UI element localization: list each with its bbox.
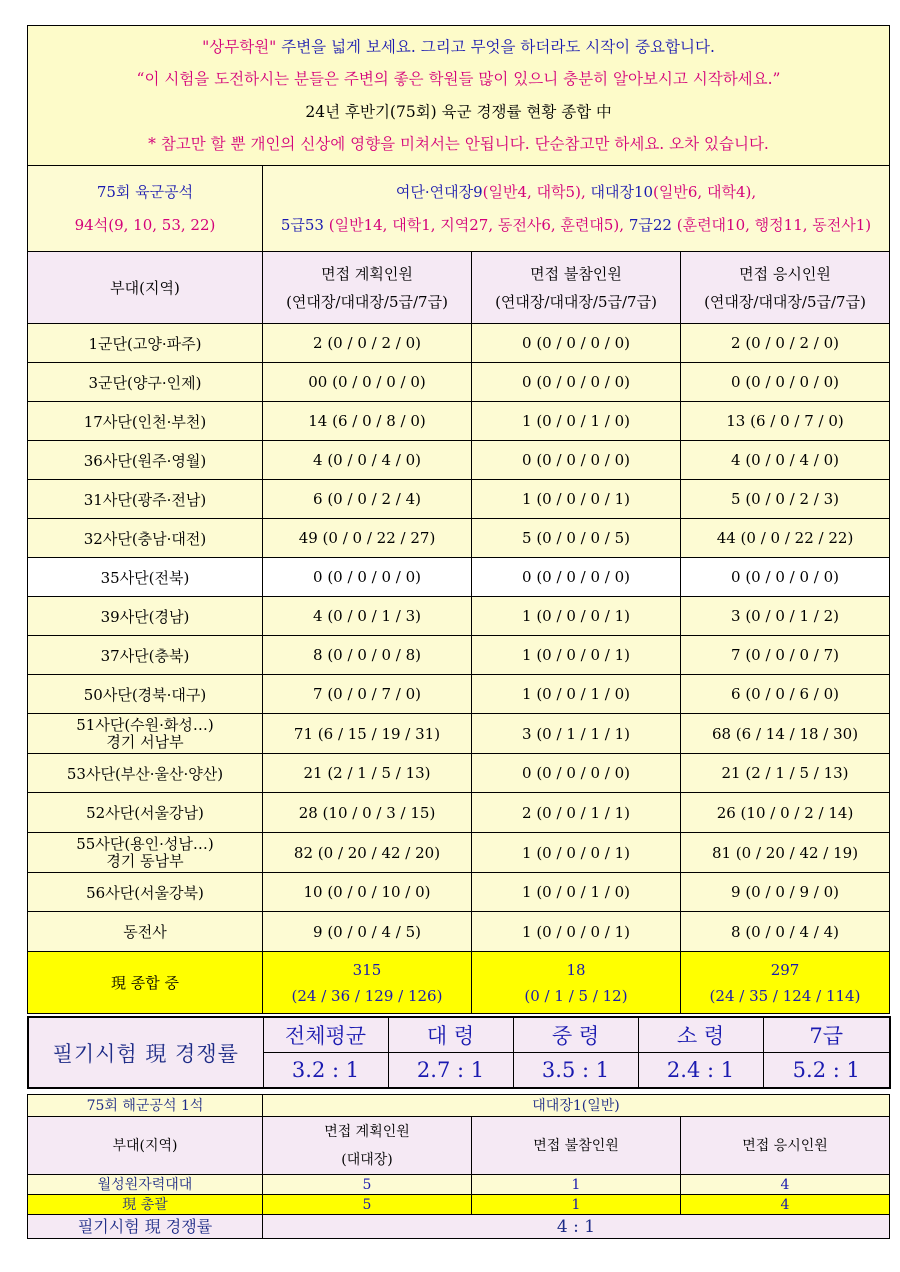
planned-cell: 49 (0 / 0 / 22 / 27) (263, 519, 472, 558)
absent-cell: 1 (0 / 0 / 1 / 0) (472, 675, 681, 714)
notice-line-2: “이 시험을 도전하시는 분들은 주변의 좋은 학원들 많이 있으니 충분히 알아보시고 시작하세요.” (136, 70, 781, 88)
attended-cell: 13 (6 / 0 / 7 / 0) (681, 402, 890, 441)
unit-cell: 55사단(용인·성남…) 경기 동남부 (28, 833, 263, 873)
header-unit: 부대(지역) (28, 252, 263, 324)
navy-seats-row (28, 1095, 890, 1117)
attended-cell: 68 (6 / 14 / 18 / 30) (681, 714, 890, 754)
unit-cell: 1군단(고양·파주) (28, 324, 263, 363)
attended-cell: 5 (0 / 0 / 2 / 3) (681, 480, 890, 519)
table-row (28, 833, 890, 873)
ratio-header-overall: 전체평균 (263, 1017, 388, 1052)
navy-ratio-label: 필기시험 現 경쟁률 (28, 1215, 263, 1239)
header-absent: 면접 불참인원 (연대장/대대장/5급/7급) (472, 252, 681, 324)
unit-cell: 53사단(부산·울산·양산) (28, 754, 263, 793)
navy-absent-cell: 1 (472, 1175, 681, 1195)
attended-cell: 81 (0 / 20 / 42 / 19) (681, 833, 890, 873)
navy-ratio-row (28, 1215, 890, 1239)
academy-name: "상무학원" (202, 37, 277, 56)
unit-cell: 동전사 (28, 912, 263, 952)
table-row (28, 873, 890, 912)
ratio-header-colonel: 대 령 (388, 1017, 513, 1052)
unit-cell: 52사단(서울강남) (28, 793, 263, 833)
ratio-label: 필기시험 現 경쟁률 (28, 1017, 263, 1088)
unit-cell: 36사단(원주·영월) (28, 441, 263, 480)
ratio-value-grade7: 5.2 : 1 (763, 1052, 890, 1088)
attended-cell: 4 (0 / 0 / 4 / 0) (681, 441, 890, 480)
absent-cell: 1 (0 / 0 / 1 / 0) (472, 873, 681, 912)
planned-cell: 8 (0 / 0 / 0 / 8) (263, 636, 472, 675)
total-absent: 18 (0 / 1 / 5 / 12) (472, 952, 681, 1014)
ratio-value-overall: 3.2 : 1 (263, 1052, 388, 1088)
table-row (28, 480, 890, 519)
planned-cell: 2 (0 / 0 / 2 / 0) (263, 324, 472, 363)
navy-total-planned: 5 (263, 1195, 472, 1215)
navy-title: 75회 해군공석 1석 (28, 1095, 263, 1117)
total-attended: 297 (24 / 35 / 124 / 114) (681, 952, 890, 1014)
unit-cell: 56사단(서울강북) (28, 873, 263, 912)
planned-cell: 82 (0 / 20 / 42 / 20) (263, 833, 472, 873)
ratio-header-lt-colonel: 중 령 (513, 1017, 638, 1052)
total-planned: 315 (24 / 36 / 129 / 126) (263, 952, 472, 1014)
ratio-value-colonel: 2.7 : 1 (388, 1052, 513, 1088)
column-header-row (28, 252, 890, 324)
army-seat-detail (263, 166, 890, 252)
planned-cell: 0 (0 / 0 / 0 / 0) (263, 558, 472, 597)
table-row (28, 519, 890, 558)
attended-cell: 21 (2 / 1 / 5 / 13) (681, 754, 890, 793)
navy-data-row (28, 1175, 890, 1195)
absent-cell: 1 (0 / 0 / 0 / 1) (472, 480, 681, 519)
navy-total-label: 現 총괄 (28, 1195, 263, 1215)
absent-cell: 1 (0 / 0 / 0 / 1) (472, 597, 681, 636)
army-title: 75회 육군공석 (96, 182, 194, 201)
attended-cell: 2 (0 / 0 / 2 / 0) (681, 324, 890, 363)
navy-total-attended: 4 (681, 1195, 890, 1215)
planned-cell: 10 (0 / 0 / 10 / 0) (263, 873, 472, 912)
ratio-header-major: 소 령 (638, 1017, 763, 1052)
header-planned: 면접 계획인원 (연대장/대대장/5급/7급) (263, 252, 472, 324)
unit-cell: 35사단(전북) (28, 558, 263, 597)
unit-cell: 31사단(광주·전남) (28, 480, 263, 519)
army-seat-count: 94석(9, 10, 53, 22) (74, 215, 216, 234)
absent-cell: 0 (0 / 0 / 0 / 0) (472, 324, 681, 363)
attended-cell: 9 (0 / 0 / 9 / 0) (681, 873, 890, 912)
unit-cell: 51사단(수원·화성…) 경기 서남부 (28, 714, 263, 754)
army-seats-row (28, 166, 890, 252)
unit-cell: 3군단(양구·인제) (28, 363, 263, 402)
attended-cell: 7 (0 / 0 / 0 / 7) (681, 636, 890, 675)
table-row (28, 793, 890, 833)
table-row (28, 597, 890, 636)
header-attended: 면접 응시인원 (연대장/대대장/5급/7급) (681, 252, 890, 324)
army-seat-detail-line-1: 여단·연대장9(일반4, 대학5), 대대장10(일반6, 대학4), (395, 182, 757, 201)
notice-title: 24년 후반기(75회) 육군 경쟁률 현황 종합 中 (305, 102, 612, 121)
absent-cell: 0 (0 / 0 / 0 / 0) (472, 363, 681, 402)
table-row (28, 324, 890, 363)
navy-header-attended: 면접 응시인원 (681, 1117, 890, 1175)
absent-cell: 0 (0 / 0 / 0 / 0) (472, 754, 681, 793)
unit-cell: 39사단(경남) (28, 597, 263, 636)
notice-cell (28, 26, 890, 166)
navy-unit-cell: 월성원자력대대 (28, 1175, 263, 1195)
unit-cell: 32사단(충남·대전) (28, 519, 263, 558)
planned-cell: 28 (10 / 0 / 3 / 15) (263, 793, 472, 833)
unit-cell: 37사단(충북) (28, 636, 263, 675)
absent-cell: 1 (0 / 0 / 0 / 1) (472, 636, 681, 675)
planned-cell: 71 (6 / 15 / 19 / 31) (263, 714, 472, 754)
absent-cell: 0 (0 / 0 / 0 / 0) (472, 558, 681, 597)
absent-cell: 1 (0 / 0 / 0 / 1) (472, 912, 681, 952)
unit-cell: 17사단(인천·부천) (28, 402, 263, 441)
navy-total-absent: 1 (472, 1195, 681, 1215)
ratio-value-major: 2.4 : 1 (638, 1052, 763, 1088)
attended-cell: 6 (0 / 0 / 6 / 0) (681, 675, 890, 714)
table-row (28, 754, 890, 793)
total-row (28, 952, 890, 1014)
planned-cell: 4 (0 / 0 / 1 / 3) (263, 597, 472, 636)
ratio-header-row (28, 1017, 890, 1052)
navy-competition-table (27, 1094, 890, 1239)
planned-cell: 14 (6 / 0 / 8 / 0) (263, 402, 472, 441)
army-seats-cell (28, 166, 263, 252)
attended-cell: 0 (0 / 0 / 0 / 0) (681, 363, 890, 402)
navy-header-unit: 부대(지역) (28, 1117, 263, 1175)
table-row (28, 675, 890, 714)
notice-line-1: "상무학원" 주변을 넓게 보세요. 그리고 무엇을 하더라도 시작이 중요합니다. (202, 37, 715, 56)
planned-cell: 7 (0 / 0 / 7 / 0) (263, 675, 472, 714)
absent-cell: 0 (0 / 0 / 0 / 0) (472, 441, 681, 480)
planned-cell: 6 (0 / 0 / 2 / 4) (263, 480, 472, 519)
attended-cell: 26 (10 / 0 / 2 / 14) (681, 793, 890, 833)
table-row (28, 558, 890, 597)
navy-planned-cell: 5 (263, 1175, 472, 1195)
planned-cell: 9 (0 / 0 / 4 / 5) (263, 912, 472, 952)
attended-cell: 44 (0 / 0 / 22 / 22) (681, 519, 890, 558)
ratio-value-lt-colonel: 3.5 : 1 (513, 1052, 638, 1088)
unit-cell: 50사단(경북·대구) (28, 675, 263, 714)
table-row (28, 636, 890, 675)
navy-attended-cell: 4 (681, 1175, 890, 1195)
navy-header-row (28, 1117, 890, 1175)
army-competition-table (27, 25, 890, 1014)
navy-ratio-value: 4 : 1 (263, 1215, 890, 1239)
ratio-header-grade7: 7급 (763, 1017, 890, 1052)
table-row (28, 363, 890, 402)
notice-row (28, 26, 890, 166)
navy-header-absent: 면접 불참인원 (472, 1117, 681, 1175)
absent-cell: 1 (0 / 0 / 1 / 0) (472, 402, 681, 441)
table-row (28, 714, 890, 754)
notice-disclaimer: * 참고만 할 뿐 개인의 신상에 영향을 미쳐서는 안됩니다. 단순참고만 하세요. 오차 있습니다. (148, 135, 769, 153)
navy-header-planned: 면접 계획인원 (대대장) (263, 1117, 472, 1175)
table-row (28, 441, 890, 480)
planned-cell: 21 (2 / 1 / 5 / 13) (263, 754, 472, 793)
table-row (28, 912, 890, 952)
absent-cell: 2 (0 / 0 / 1 / 1) (472, 793, 681, 833)
navy-seat-detail: 대대장1(일반) (263, 1095, 890, 1117)
absent-cell: 1 (0 / 0 / 0 / 1) (472, 833, 681, 873)
attended-cell: 3 (0 / 0 / 1 / 2) (681, 597, 890, 636)
army-seat-detail-line-2: 5급53 (일반14, 대학1, 지역27, 동전사6, 훈련대5), 7급22 (훈련대10, 행정11, 동전사1) (280, 215, 872, 234)
written-exam-ratio-table (27, 1016, 891, 1089)
absent-cell: 5 (0 / 0 / 0 / 5) (472, 519, 681, 558)
planned-cell: 4 (0 / 0 / 4 / 0) (263, 441, 472, 480)
total-label: 現 종합 중 (28, 952, 263, 1014)
attended-cell: 8 (0 / 0 / 4 / 4) (681, 912, 890, 952)
attended-cell: 0 (0 / 0 / 0 / 0) (681, 558, 890, 597)
navy-total-row (28, 1195, 890, 1215)
table-row (28, 402, 890, 441)
planned-cell: 00 (0 / 0 / 0 / 0) (263, 363, 472, 402)
absent-cell: 3 (0 / 1 / 1 / 1) (472, 714, 681, 754)
